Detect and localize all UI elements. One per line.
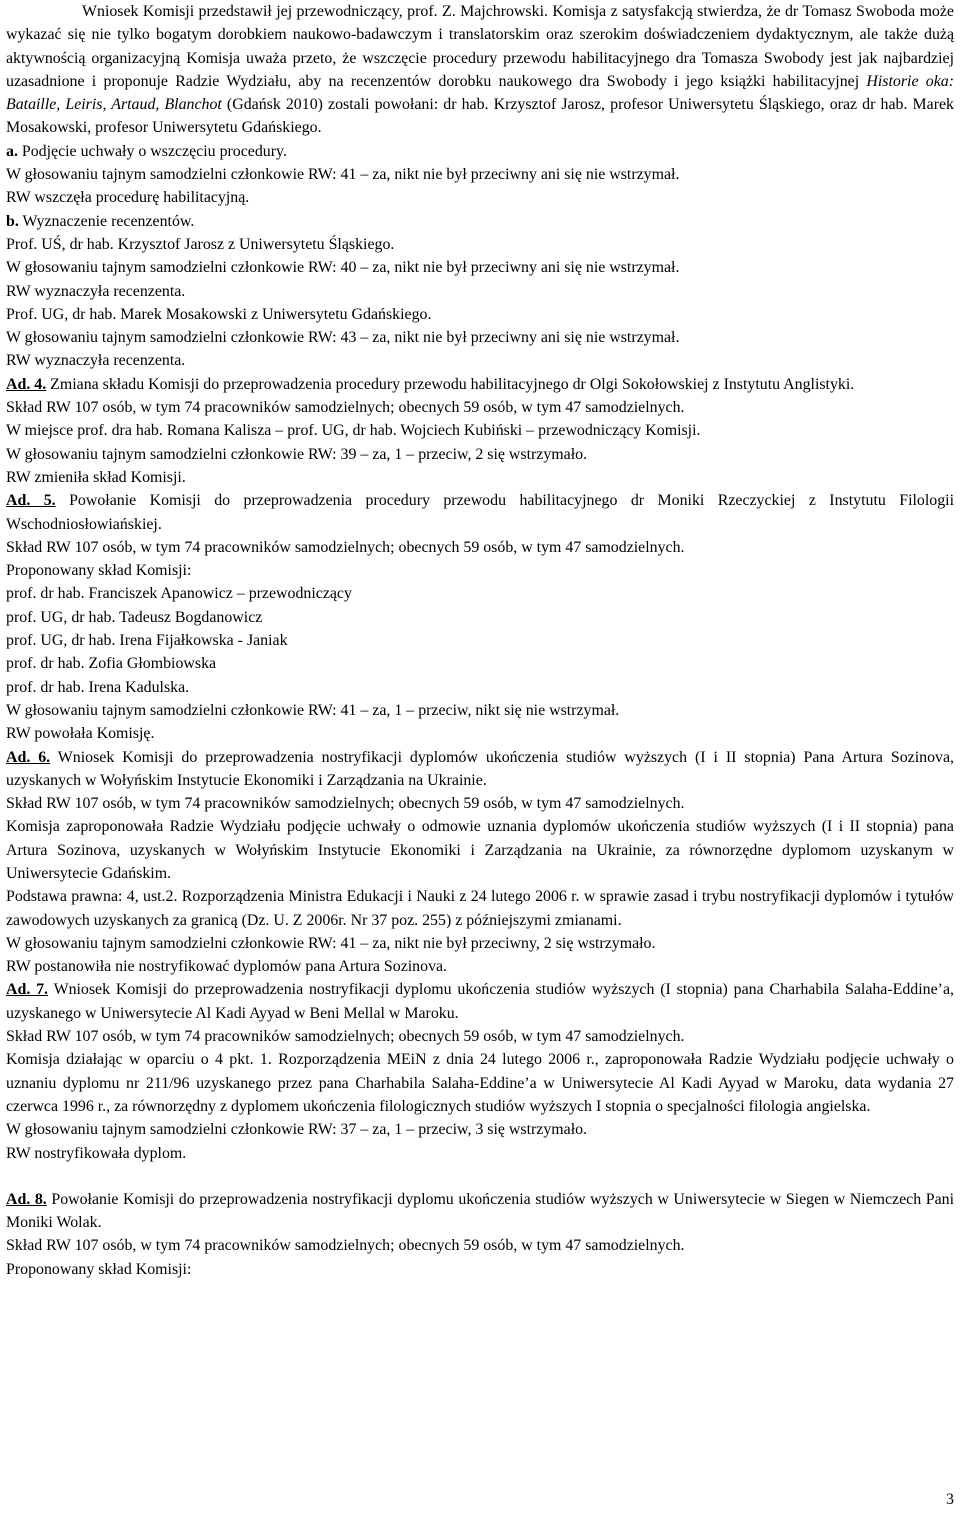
opening-paragraph	[6, 0, 954, 140]
ad8-composition: Skład RW 107 osób, w tym 74 pracowników samodzielnych; obecnych 59 osób, w tym 47 samodzielnych.	[6, 1237, 685, 1255]
item-b-vote-1: W głosowaniu tajnym samodzielni członkowie RW: 40 – za, nikt nie był przeciwny ani się nie wstrzymał.	[6, 259, 680, 277]
ad5-member: prof. dr hab. Zofia Głombiowska	[6, 655, 217, 673]
ad5-label: Ad. 5.	[6, 492, 56, 510]
ad6-vote: W głosowaniu tajnym samodzielni członkowie RW: 41 – za, nikt nie był przeciwny, 2 się wstrzymało.	[6, 934, 656, 952]
ad5-composition: Skład RW 107 osób, w tym 74 pracowników samodzielnych; obecnych 59 osób, w tym 47 samodzielnych.	[6, 538, 685, 556]
item-a-heading: a. Podjęcie uchwały o wszczęciu procedury.	[6, 142, 287, 160]
opening-text: Komisja z satysfakcją stwierdza, że dr Tomasz Swoboda może wykazać się nie tylko bogatym dorobkiem naukowo-badawczym i translatorskim oraz szerokim doświadczeniem dydaktycznym, ale także dużą aktywnością organizacyjną Komisja uważa przeto, że wszczęcie procedury przewodu habilitacyjnego dra Tomasza Swobody jest jak najbardziej uzasadnione i proponuje Radzie Wydziału, aby na recenzentów dorobku naukowego dra Swobody i jego książki habilitacyjnej	[6, 3, 954, 90]
ad5-member: prof. dr hab. Franciszek Apanowicz – przewodniczący	[6, 585, 352, 603]
ad7-result: RW nostryfikowała dyplom.	[6, 1144, 187, 1162]
ad5-result: RW powołała Komisję.	[6, 725, 155, 743]
item-a-result: RW wszczęła procedurę habilitacyjną.	[6, 189, 250, 207]
ad7-label: Ad. 7.	[6, 981, 49, 999]
spacer	[6, 1165, 954, 1188]
item-b-heading: b. Wyznaczenie recenzentów.	[6, 212, 195, 230]
ad7-vote: W głosowaniu tajnym samodzielni członkowie RW: 37 – za, 1 – przeciw, 3 się wstrzymało.	[6, 1121, 588, 1139]
ad7-heading: Ad. 7. Wniosek Komisji do przeprowadzenia nostryfikacji dyplomu ukończenia studiów wyższych (I stopnia) pana Charhabila Salaha-Eddine’a, uzyskanego w Uniwersytecie Al Kadi Ayyad w Beni Mellal w Maroku.	[6, 981, 954, 1022]
ad4-label: Ad. 4.	[6, 375, 47, 393]
ad8-heading: Ad. 8. Powołanie Komisji do przeprowadzenia nostryfikacji dyplomu ukończenia studiów wyższych w Uniwersytecie w Siegen w Niemczech Pani Moniki Wolak.	[6, 1190, 954, 1232]
ad7-composition: Skład RW 107 osób, w tym 74 pracowników samodzielnych; obecnych 59 osób, w tym 47 samodzielnych.	[6, 1028, 685, 1046]
ad5-proposed: Proponowany skład Komisji:	[6, 562, 192, 580]
ad4-change: W miejsce prof. dra hab. Romana Kalisza – prof. UG, dr hab. Wojciech Kubiński – przewodniczący Komisji.	[6, 422, 701, 440]
ad8-proposed: Proponowany skład Komisji:	[6, 1260, 192, 1278]
ad4-composition: Skład RW 107 osób, w tym 74 pracowników samodzielnych; obecnych 59 osób, w tym 47 samodzielnych.	[6, 399, 685, 417]
item-b-result-2: RW wyznaczyła recenzenta.	[6, 352, 186, 370]
page-number: 3	[946, 1491, 954, 1508]
ad7-proposal: Komisja działając w oparciu o 4 pkt. 1. Rozporządzenia MEiN z dnia 24 lutego 2006 r., zaproponowała Radzie Wydziału podjęcie uchwały o uznaniu dyplomu nr 211/96 uzyskanego przez pana Charhabila Salaha-Eddine’a w Uniwersytecie Al Kadi Ayyad w Maroku, data wydania 27 czerwca 1996 r., za równorzędny z dyplomem ukończenia filologicznych studiów wyższych I stopnia o specjalności filologia angielska.	[6, 1051, 954, 1115]
ad4-vote: W głosowaniu tajnym samodzielni członkowie RW: 39 – za, 1 – przeciw, 2 się wstrzymało.	[6, 445, 588, 463]
ad5-vote: W głosowaniu tajnym samodzielni członkowie RW: 41 – za, 1 – przeciw, nikt się nie wstrzymał.	[6, 701, 620, 719]
ad6-heading: Ad. 6. Wniosek Komisji do przeprowadzenia nostryfikacji dyplomów ukończenia studiów wyższych (I i II stopnia) Pana Artura Sozinova, uzyskanych w Wołyńskim Instytucie Ekonomiki i Zarządzania na Ukrainie.	[6, 748, 954, 789]
document-body	[6, 0, 954, 1281]
item-b-result-1: RW wyznaczyła recenzenta.	[6, 282, 186, 300]
ad6-label: Ad. 6.	[6, 748, 51, 766]
item-a-vote: W głosowaniu tajnym samodzielni członkowie RW: 41 – za, nikt nie był przeciwny ani się nie wstrzymał.	[6, 166, 680, 184]
book-title: Historie oka: Bataille, Leiris, Artaud, Blanchot	[6, 72, 955, 114]
opening-first-sentence: Wniosek Komisji przedstawił jej przewodniczący, prof. Z. Majchrowski.	[82, 3, 548, 20]
opening-tail: (Gdańsk 2010) zostali powołani: dr hab. Krzysztof Jarosz, profesor Uniwersytetu Śląskiego, oraz dr hab. Marek Mosakowski, profesor Uniwersytetu Gdańskiego.	[6, 96, 954, 137]
ad5-heading: Ad. 5. Powołanie Komisji do przeprowadzenia procedury przewodu habilitacyjnego dr Moniki Rzeczyckiej z Instytutu Filologii Wschodniosłowiańskiej.	[6, 492, 954, 533]
ad5-member: prof. dr hab. Irena Kadulska.	[6, 678, 190, 696]
item-b-label: b.	[6, 212, 19, 230]
ad6-legal-basis: Podstawa prawna: 4, ust.2. Rozporządzenia Ministra Edukacji i Nauki z 24 lutego 2006 r. w sprawie zasad i trybu nostryfikacji dyplomów i tytułów zawodowych uzyskanych za granicą (Dz. U. Z 2006r. Nr 37 poz. 255) z późniejszymi zmianami.	[6, 888, 954, 929]
ad6-result: RW postanowiła nie nostryfikować dyplomów pana Artura Sozinova.	[6, 958, 448, 976]
ad4-result: RW zmieniła skład Komisji.	[6, 468, 186, 486]
item-b-reviewer-2: Prof. UG, dr hab. Marek Mosakowski z Uniwersytetu Gdańskiego.	[6, 305, 432, 323]
ad4-heading: Ad. 4. Zmiana składu Komisji do przeprowadzenia procedury przewodu habilitacyjnego dr Olgi Sokołowskiej z Instytutu Anglistyki.	[6, 375, 855, 393]
ad6-proposal: Komisja zaproponowała Radzie Wydziału podjęcie uchwały o odmowie uznania dyplomów ukończenia studiów wyższych (I i II stopnia) pana Artura Sozinova, uzyskanych w Wołyńskim Instytucie Ekonomiki i Zarządzania na Ukrainie, za równorzędne dyplomom uzyskanym w Uniwersytecie Gdańskim.	[6, 818, 954, 882]
item-b-reviewer-1: Prof. UŚ, dr hab. Krzysztof Jarosz z Uniwersytetu Śląskiego.	[6, 235, 395, 253]
ad5-member: prof. UG, dr hab. Tadeusz Bogdanowicz	[6, 608, 263, 626]
ad8-label: Ad. 8.	[6, 1190, 47, 1208]
ad6-composition: Skład RW 107 osób, w tym 74 pracowników samodzielnych; obecnych 59 osób, w tym 47 samodzielnych.	[6, 795, 685, 813]
ad5-member: prof. UG, dr hab. Irena Fijałkowska - Janiak	[6, 632, 288, 650]
item-b-vote-2: W głosowaniu tajnym samodzielni członkowie RW: 43 – za, nikt nie był przeciwny ani się nie wstrzymał.	[6, 329, 680, 347]
item-a-label: a.	[6, 142, 18, 160]
